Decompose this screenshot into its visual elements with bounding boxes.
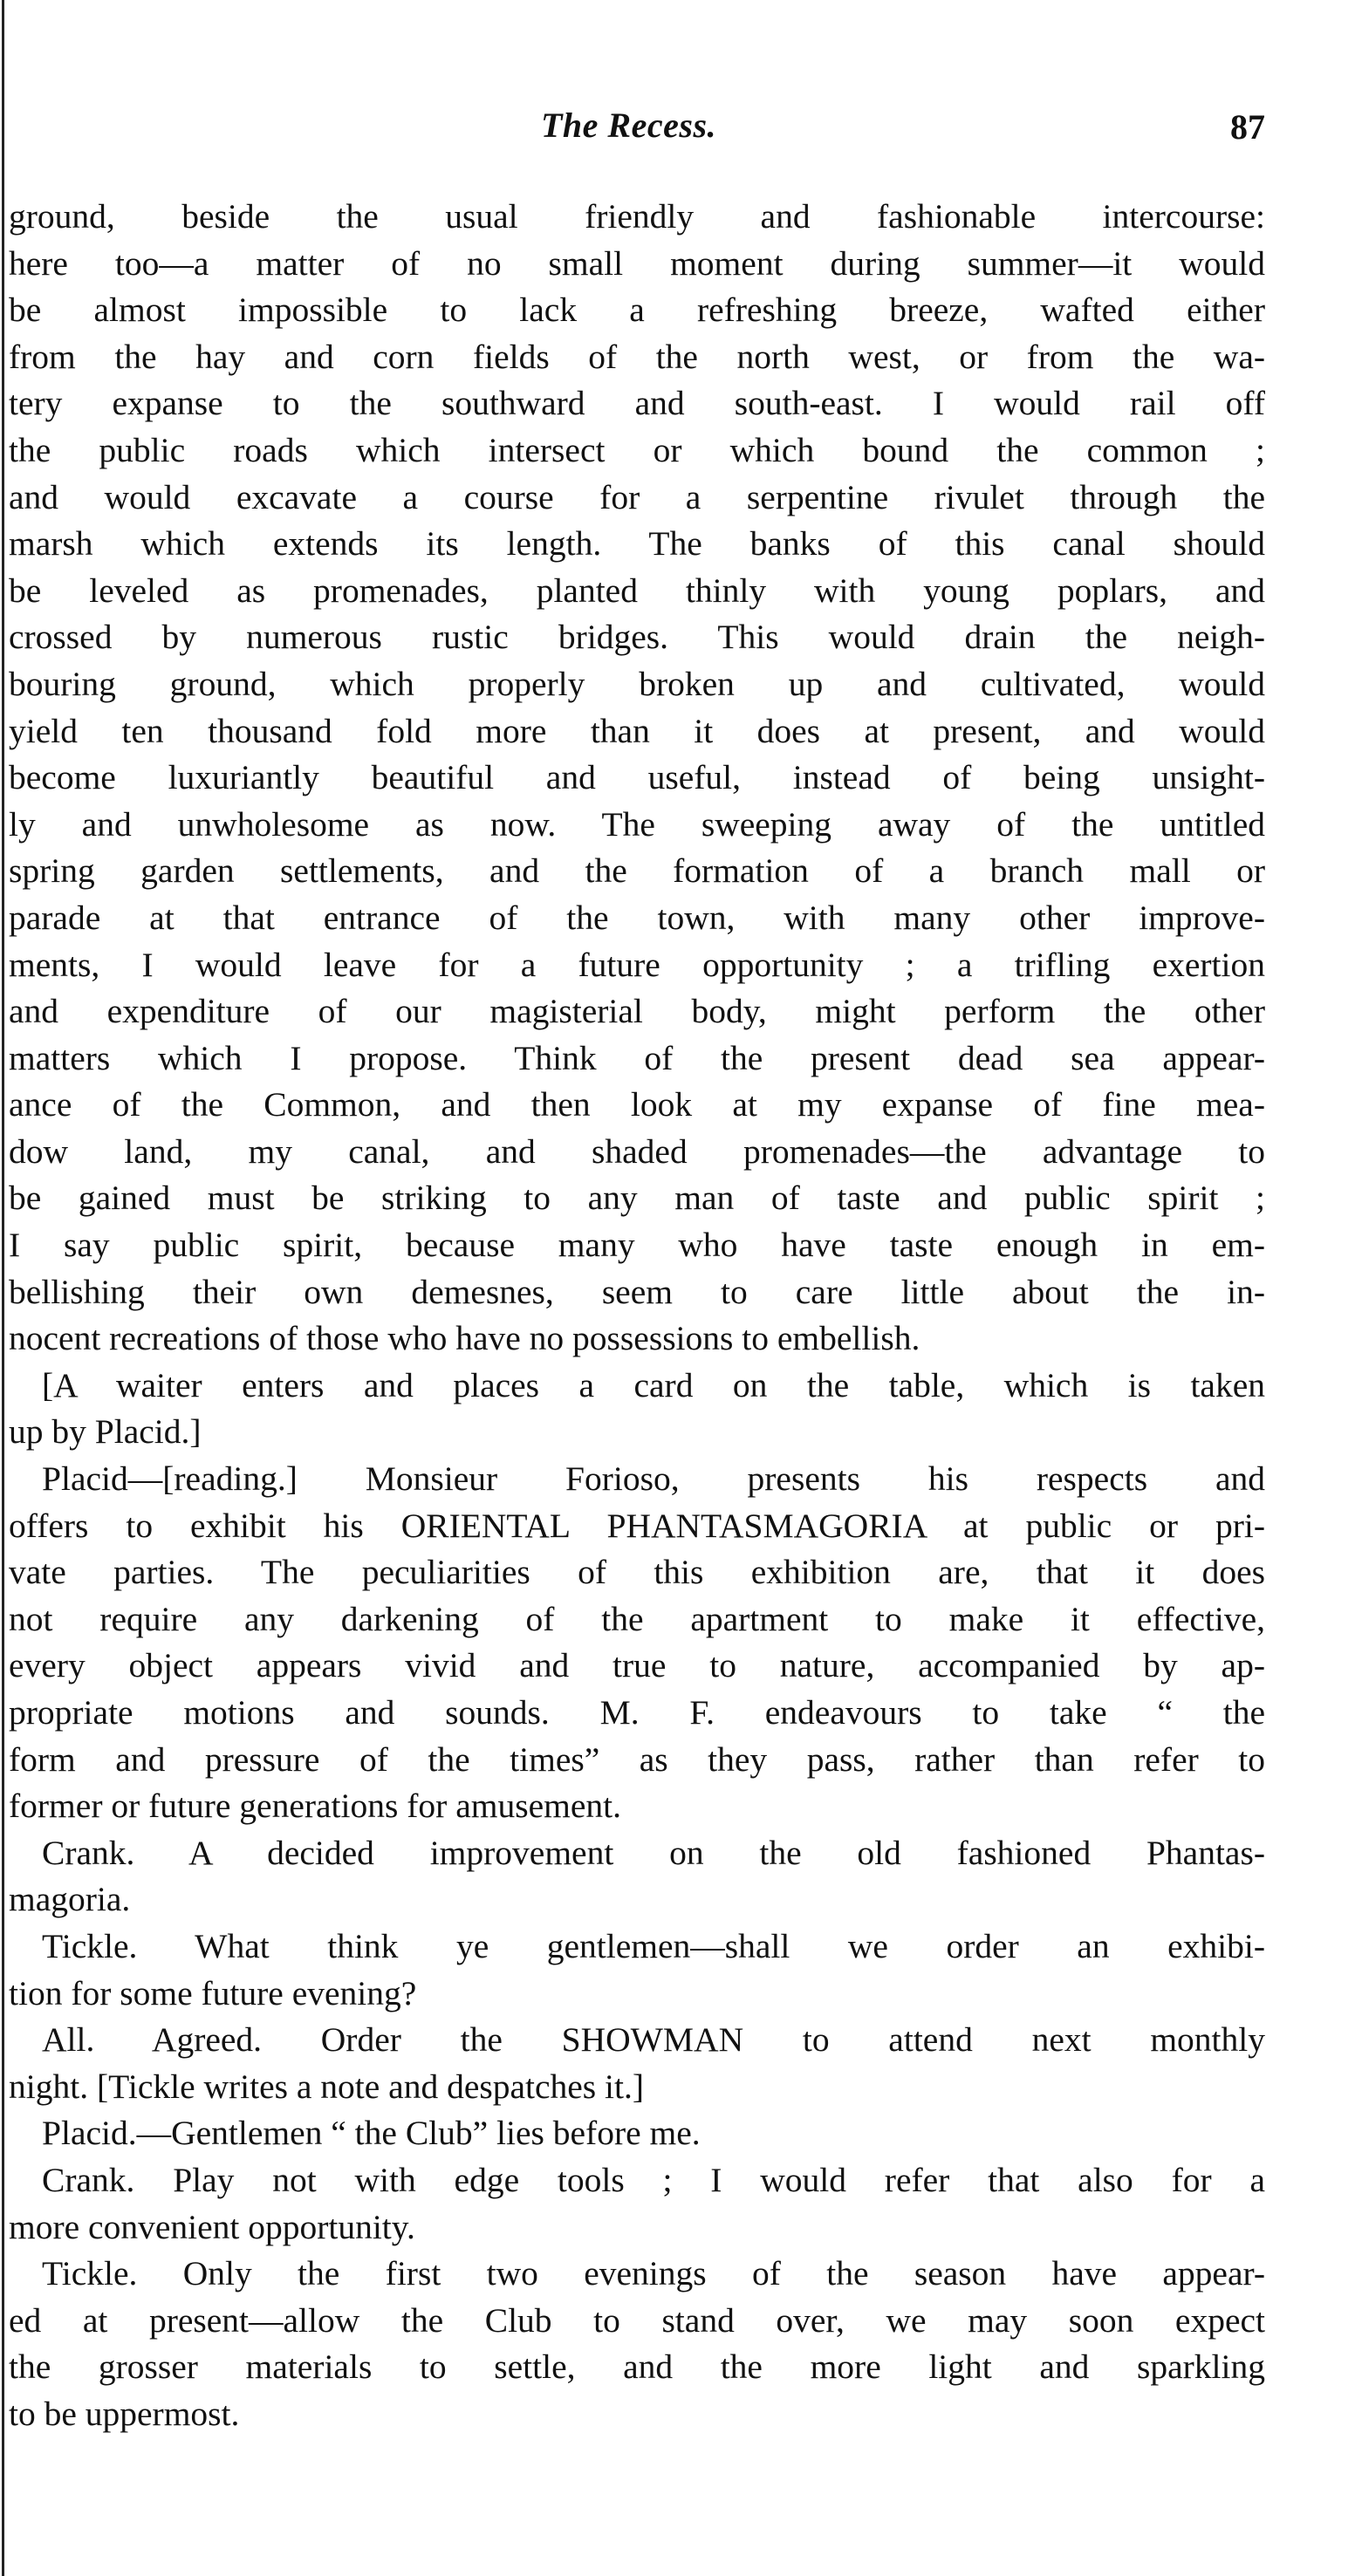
text-line: offers to exhibit his ORIENTAL PHANTASMAGORIA at public or pri- <box>9 1506 1265 1545</box>
text-line: bellishing their own demesnes, seem to care little about the in- <box>9 1272 1265 1311</box>
text-line: be leveled as promenades, planted thinly with young poplars, and <box>9 571 1265 610</box>
text-line: Placid—[reading.] Monsieur Forioso, presents his respects and <box>42 1459 1265 1499</box>
text-line: former or future generations for amusement. <box>9 1787 621 1826</box>
text-line: form and pressure of the times” as they pass, rather than refer to <box>9 1739 1265 1779</box>
text-line: I say public spirit, because many who have taste enough in em- <box>9 1226 1265 1265</box>
text-line: matters which I propose. Think of the present dead sea appear- <box>9 1038 1265 1077</box>
text-line: bouring ground, which properly broken up and cultivated, would <box>9 664 1265 703</box>
text-line: crossed by numerous rustic bridges. This would drain the neigh- <box>9 618 1265 657</box>
text-line: tery expanse to the southward and south-east. I would rail off <box>9 384 1265 423</box>
text-line: ly and unwholesome as now. The sweeping away of the untitled <box>9 804 1265 844</box>
text-line: parade at that entrance of the town, with many other improve- <box>9 898 1265 937</box>
text-line: and expenditure of our magisterial body, might perform the other <box>9 992 1265 1031</box>
text-line: dow land, my canal, and shaded promenades—the advantage to <box>9 1131 1265 1171</box>
text-line: ed at present—allow the Club to stand over, we may soon expect <box>9 2300 1265 2340</box>
text-line: vate parties. The peculiarities of this exhibition are, that it does <box>9 1553 1265 1592</box>
text-line: to be uppermost. <box>9 2394 240 2433</box>
text-line: not require any darkening of the apartment to make it effective, <box>9 1599 1265 1638</box>
text-line: be almost impossible to lack a refreshing breeze, wafted either <box>9 290 1265 330</box>
text-line: from the hay and corn fields of the north west, or from the wa- <box>9 337 1265 376</box>
text-line: spring garden settlements, and the formation of a branch mall or <box>9 851 1265 891</box>
text-line: ments, I would leave for a future opportunity ; a trifling exertion <box>9 945 1265 984</box>
text-line: propriate motions and sounds. M. F. endeavours to take “ the <box>9 1693 1265 1732</box>
text-line: Placid.—Gentlemen “ the Club” lies before me. <box>42 2114 701 2153</box>
text-line: up by Placid.] <box>9 1412 202 1452</box>
text-line: marsh which extends its length. The banks of this canal should <box>9 524 1265 564</box>
text-line: become luxuriantly beautiful and useful, instead of being unsight- <box>9 758 1265 797</box>
text-line: night. [Tickle writes a note and despatches it.] <box>9 2067 645 2106</box>
text-line: yield ten thousand fold more than it does at present, and would <box>9 711 1265 750</box>
text-line: the public roads which intersect or which bound the common ; <box>9 430 1265 469</box>
text-line: Tickle. Only the first two evenings of the season have appear- <box>42 2254 1265 2293</box>
text-line: All. Agreed. Order the SHOWMAN to attend next monthly <box>42 2020 1265 2060</box>
text-line: be gained must be striking to any man of taste and public spirit ; <box>9 1179 1265 1218</box>
text-line: Tickle. What think ye gentlemen—shall we order an exhibi- <box>42 1926 1265 1965</box>
text-line: Crank. A decided improvement on the old fashioned Phantas- <box>42 1833 1265 1872</box>
text-line: and would excavate a course for a serpentine rivulet through the <box>9 477 1265 516</box>
running-title: The Recess. <box>541 106 717 145</box>
text-line: ground, beside the usual friendly and fashionable intercourse: <box>9 197 1265 236</box>
body-text <box>9 194 1265 2438</box>
running-header <box>0 105 1355 157</box>
text-line: tion for some future evening? <box>9 1973 417 2012</box>
text-line: nocent recreations of those who have no possessions to embellish. <box>9 1319 920 1358</box>
text-line: ance of the Common, and then look at my expanse of fine mea- <box>9 1085 1265 1124</box>
page-number: 87 <box>1230 107 1265 147</box>
text-line: magoria. <box>9 1880 131 1919</box>
page-left-edge-rule <box>2 0 4 2576</box>
text-line: [A waiter enters and places a card on the table, which is taken <box>42 1365 1265 1404</box>
text-line: the grosser materials to settle, and the more light and sparkling <box>9 2347 1265 2387</box>
text-line: Crank. Play not with edge tools ; I would refer that also for a <box>42 2160 1265 2199</box>
text-line: every object appears vivid and true to nature, accompanied by ap- <box>9 1646 1265 1685</box>
text-line: here too—a matter of no small moment during summer—it would <box>9 243 1265 283</box>
text-line: more convenient opportunity. <box>9 2207 415 2246</box>
